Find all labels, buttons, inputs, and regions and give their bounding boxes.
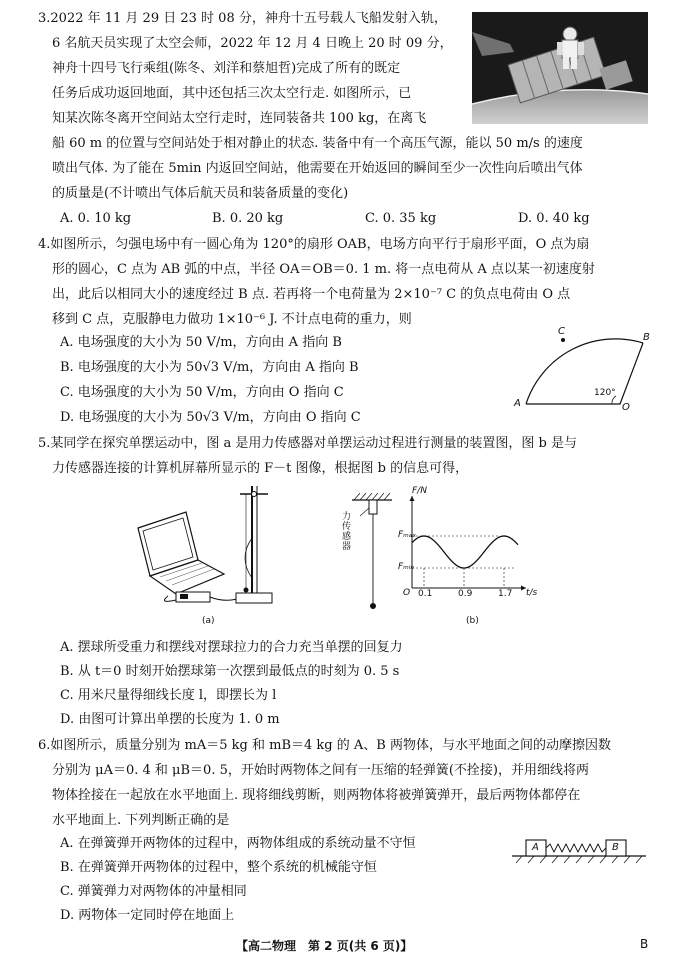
astronaut-photo <box>472 12 648 124</box>
q5-line-1: 5.某同学在探究单摆运动中，图 a 是用力传感器对单摆运动过程进行测量的装置图，图 b 是与 <box>38 436 578 451</box>
q6-line-1: 6.如图所示，质量分别为 mA＝5 kg 和 mB＝4 kg 的 A、B 两物体，与水平地面之间的动摩擦因数 <box>38 738 611 753</box>
fig-a-caption: (a) <box>202 616 215 626</box>
q5-option-b: B. 从 t＝0 时刻开始摆球第一次摆到最低点的时刻为 0. 5 s <box>60 664 400 679</box>
footer-page-info: 【高二物理 第 2 页(共 6 页)】 <box>236 939 413 953</box>
q3-line-1: 3.2022 年 11 月 29 日 23 时 08 分，神舟十五号载人飞船发射入轨， <box>38 11 447 26</box>
point-a-label: A <box>514 398 521 409</box>
q4-option-a: A. 电场强度的大小为 50 V/m，方向由 A 指向 B <box>60 335 342 350</box>
q4-line-4: 移到 C 点，克服静电力做功 1×10⁻⁶ J. 不计点电荷的重力，则 <box>52 312 412 327</box>
q3-line-4: 任务后成功返回地面，其中还包括三次太空行走. 如图所示，已 <box>52 86 412 101</box>
footer-version: B <box>640 937 649 951</box>
point-c-label: C <box>558 326 565 337</box>
q3-line-6: 船 60 m 的位置与空间站处于相对静止的状态. 装备中有一个高压气源，能以 50 m/s 的速度 <box>52 136 583 151</box>
apparatus-figure-a <box>128 478 288 628</box>
point-b-label: B <box>643 332 650 343</box>
q6-line-2: 分别为 μA＝0. 4 和 μB＝0. 5，开始时两物体之间有一压缩的轻弹簧(不拴接)，并用细线将两 <box>52 763 589 778</box>
q3-line-5: 知某次陈冬离开空间站太空行走时，连同装备共 100 kg，在离飞 <box>52 111 427 126</box>
graph-fmax-label: Fₘₐₓ <box>398 530 417 540</box>
q4-option-d: D. 电场强度的大小为 50√3 V/m，方向由 O 指向 C <box>60 410 361 425</box>
q5-option-d: D. 由图可计算出单摆的长度为 1. 0 m <box>60 712 280 727</box>
q6-option-b: B. 在弹簧弹开两物体的过程中，整个系统的机械能守恒 <box>60 860 377 875</box>
pendulum-figure-b <box>340 488 540 628</box>
q3-line-8: 的质量是(不计喷出气体后航天员和装备质量的变化) <box>52 186 349 201</box>
q4-option-b: B. 电场强度的大小为 50√3 V/m，方向由 A 指向 B <box>60 360 359 375</box>
page-footer <box>0 935 677 955</box>
graph-xlabel: t/s <box>526 588 538 598</box>
q3-line-3: 神舟十四号飞行乘组(陈冬、刘洋和蔡旭哲)完成了所有的既定 <box>52 61 401 76</box>
q3-option-c: C. 0. 35 kg <box>365 211 437 226</box>
sector-figure <box>508 318 658 418</box>
block-b-label: B <box>612 842 619 853</box>
graph-xtick-2: 0.9 <box>458 589 473 599</box>
block-a-label: A <box>532 842 539 853</box>
q4-line-3: 出，此后以相同大小的速度经过 B 点. 若再将一个电荷量为 2×10⁻⁷ C 的负点电荷由 O 点 <box>52 287 571 302</box>
graph-xtick-1: 0.1 <box>418 589 433 599</box>
q6-line-3: 物体拴接在一起放在水平地面上. 现将细线剪断，则两物体将被弹簧弹开，最后两物体都停在 <box>52 788 581 803</box>
spring-blocks-figure <box>510 830 650 864</box>
q6-option-a: A. 在弹簧弹开两物体的过程中，两物体组成的系统动量不守恒 <box>60 836 416 851</box>
q4-option-c: C. 电场强度的大小为 50 V/m，方向由 O 指向 C <box>60 385 344 400</box>
q6-option-d: D. 两物体一定同时停在地面上 <box>60 908 235 923</box>
q4-line-2: 形的圆心，C 点为 AB 弧的中点，半径 OA＝OB＝0. 1 m. 将一点电荷从 A 点以某一初速度射 <box>52 262 595 277</box>
q3-option-a: A. 0. 10 kg <box>60 211 132 226</box>
graph-origin-label: O <box>403 588 411 598</box>
q3-option-b: B. 0. 20 kg <box>212 211 284 226</box>
q3-line-2: 6 名航天员实现了太空会师，2022 年 12 月 4 日晚上 20 时 09 分， <box>52 36 453 51</box>
q3-option-d: D. 0. 40 kg <box>518 211 590 226</box>
q6-option-c: C. 弹簧弹力对两物体的冲量相同 <box>60 884 247 899</box>
graph-xtick-3: 1.7 <box>498 589 513 599</box>
force-sensor-label: 力传感器 <box>342 512 352 552</box>
q4-line-1: 4.如图所示，匀强电场中有一圆心角为 120°的扇形 OAB，电场方向平行于扇形平面，O 点为扇 <box>38 237 590 252</box>
point-o-label: O <box>622 402 630 413</box>
angle-label: 120° <box>594 388 616 398</box>
q6-line-4: 水平地面上. 下列判断正确的是 <box>52 813 230 828</box>
q5-line-2: 力传感器连接的计算机屏幕所显示的 F－t 图像，根据图 b 的信息可得， <box>52 461 469 476</box>
graph-ylabel: F/N <box>412 486 427 496</box>
graph-fmin-label: Fₘᵢₙ <box>398 562 414 572</box>
fig-b-caption: (b) <box>466 616 479 626</box>
q3-line-7: 喷出气体. 为了能在 5min 内返回空间站，他需要在开始返回的瞬间至少一次性向后喷出气体 <box>52 161 583 176</box>
q5-option-a: A. 摆球所受重力和摆线对摆球拉力的合力充当单摆的回复力 <box>60 640 403 655</box>
q5-option-c: C. 用米尺量得细线长度 l，即摆长为 l <box>60 688 277 703</box>
